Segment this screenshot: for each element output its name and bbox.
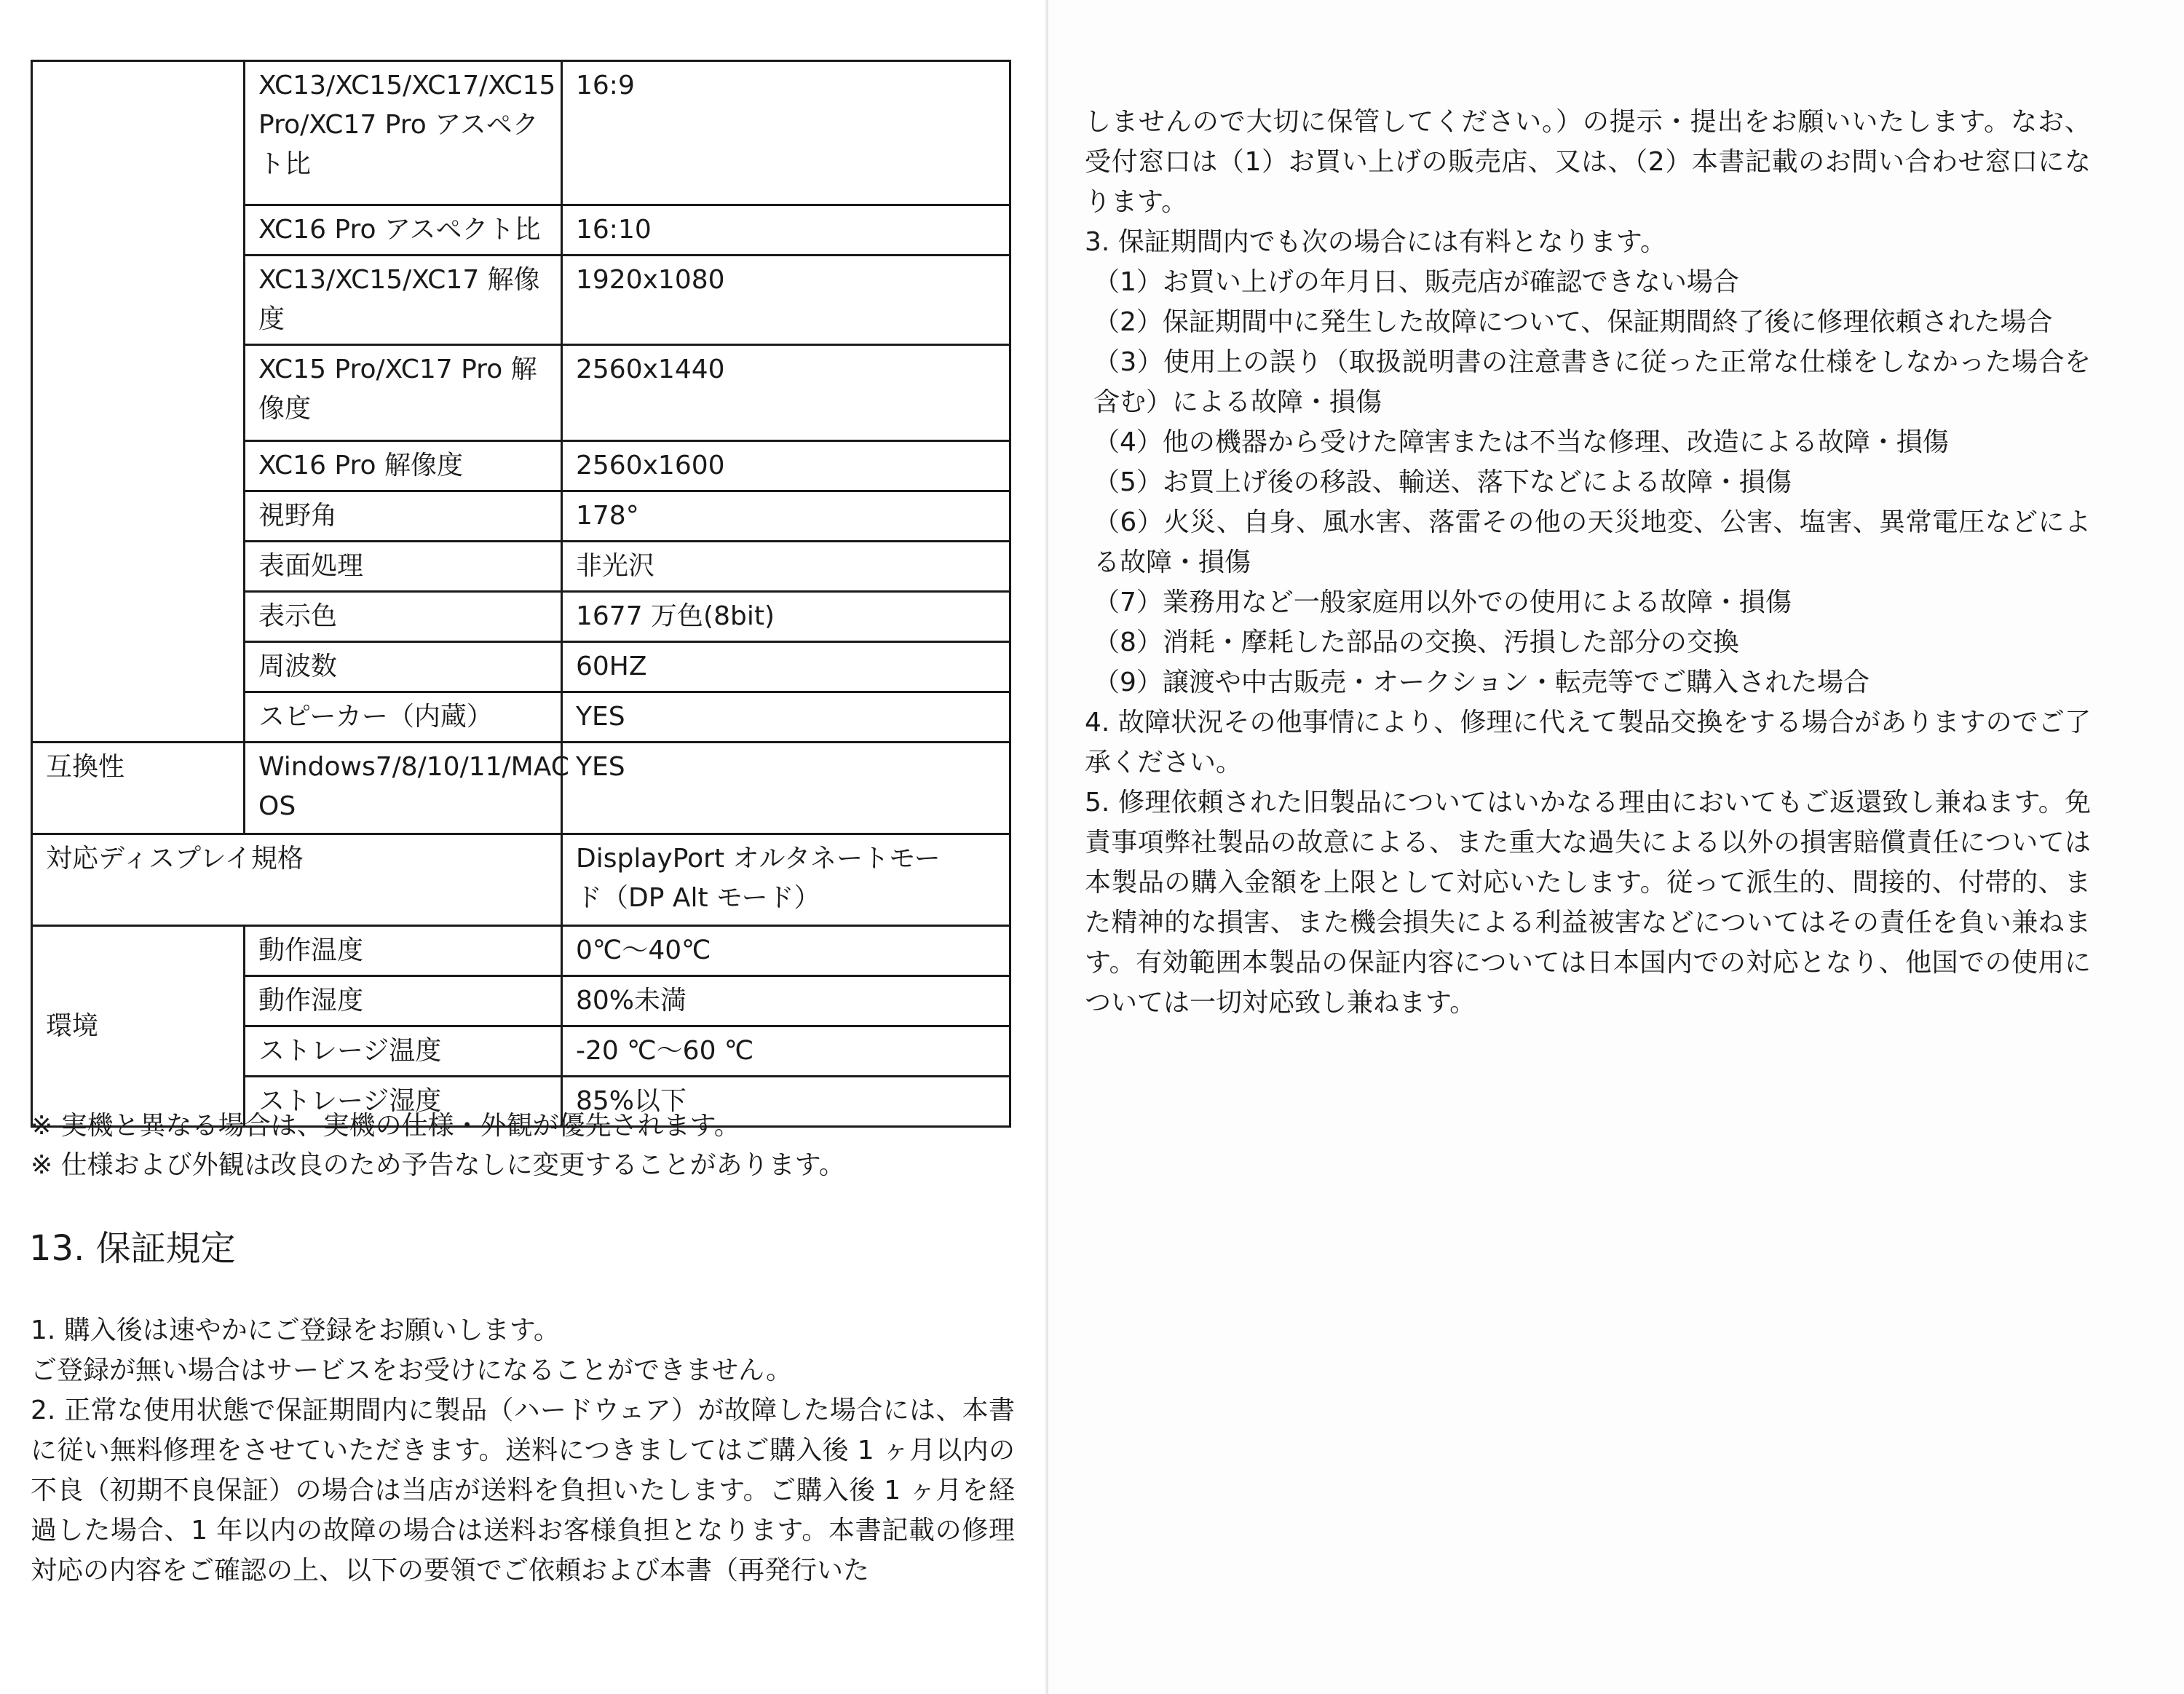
spec-label: スピーカー（内蔵） bbox=[245, 692, 562, 743]
table-row bbox=[32, 743, 1010, 834]
spec-label: 表面処理 bbox=[245, 542, 562, 592]
spec-value: YES bbox=[562, 692, 1010, 743]
spec-value: 1677 万色(8bit) bbox=[562, 592, 1010, 642]
list-item: （8）消耗・摩耗した部品の交換、汚損した部分の交換 bbox=[1093, 628, 1739, 657]
spec-value: 85%以下 bbox=[562, 1077, 1010, 1127]
note-line: ※ 仕様および外観は改良のため予告なしに変更することがあります。 bbox=[31, 1150, 845, 1180]
list-item: （2）保証期間中に発生した故障について、保証期間終了後に修理依頼された場合 bbox=[1093, 307, 2053, 337]
spec-value: 16:9 bbox=[562, 61, 1010, 205]
spec-value: 0℃～40℃ bbox=[562, 926, 1010, 976]
list-item: （9）譲渡や中古販売・オークション・転売等でご購入された場合 bbox=[1093, 668, 1870, 697]
list-item: （7）業務用など一般家庭用以外での使用による故障・損傷 bbox=[1093, 587, 1792, 617]
table-row bbox=[32, 926, 1010, 976]
spec-label: 視野角 bbox=[245, 491, 562, 542]
spec-category: 対応ディスプレイ規格 bbox=[32, 834, 562, 926]
spec-label: Windows7/8/10/11/MAC OS bbox=[245, 743, 562, 834]
list-item: （4）他の機器から受けた障害または不当な修理、改造による故障・損傷 bbox=[1093, 427, 1949, 457]
spec-label: 動作温度 bbox=[245, 926, 562, 976]
spec-category: 環境 bbox=[32, 926, 245, 1127]
left-page bbox=[0, 0, 1048, 1694]
note-line: ※ 実機と異なる場合は、実機の仕様・外観が優先されます。 bbox=[31, 1111, 740, 1141]
paragraph: 1. 購入後は速やかにご登録をお願いします。 bbox=[31, 1315, 560, 1345]
spec-value: 80%未満 bbox=[562, 976, 1010, 1026]
list-item: （5）お買上げ後の移設、輸送、落下などによる故障・損傷 bbox=[1093, 467, 1792, 497]
paragraph: 4. 故障状況その他事情により、修理に代えて製品交換をする場合がありますのでご了承ください。 bbox=[1085, 708, 2091, 777]
spec-notes bbox=[31, 1107, 1021, 1185]
spec-value: 2560x1600 bbox=[562, 441, 1010, 491]
spec-label: 表示色 bbox=[245, 592, 562, 642]
paragraph: しませんので大切に保管してください。）の提示・提出をお願いいたします。なお、受付窓口は（1）お買い上げの販売店、又は、（2）本書記載のお問い合わせ窓口になります。 bbox=[1085, 107, 2091, 217]
warranty-text-left bbox=[31, 1310, 1015, 1591]
spec-label: XC13/XC15/XC17/XC15 Pro/XC17 Pro アスペクト比 bbox=[245, 61, 562, 205]
list-item: （3）使用上の誤り（取扱説明書の注意書きに従った正常な仕様をしなかった場合を含む）による故障・損傷 bbox=[1093, 347, 2091, 417]
spec-label: XC13/XC15/XC17 解像度 bbox=[245, 256, 562, 345]
spec-label: ストレージ温度 bbox=[245, 1026, 562, 1077]
paragraph: 3. 保証期間内でも次の場合には有料となります。 bbox=[1085, 227, 1666, 257]
spec-table bbox=[31, 60, 1011, 1128]
paragraph: 5. 修理依頼された旧製品についてはいかなる理由においてもご返還致し兼ねます。免責事項弊社製品の故意による、また重大な過失による以外の損害賠償責任については本製品の購入金額を上限として対応いたします。従って派生的、間接的、付帯的、また精神的な損害、また機会損失による利益被害などについてはその責任を負い兼ねます。有効範囲本製品の保証内容については日本国内での対応となり、他国での使用については一切対応致し兼ねます。 bbox=[1085, 788, 2091, 1018]
spec-label: XC16 Pro 解像度 bbox=[245, 441, 562, 491]
list-item: （1）お買い上げの年月日、販売店が確認できない場合 bbox=[1093, 267, 1739, 297]
spec-value: 非光沢 bbox=[562, 542, 1010, 592]
section-title: 13. 保証規定 bbox=[29, 1228, 236, 1269]
spec-value: 178° bbox=[562, 491, 1010, 542]
spec-value: 1920x1080 bbox=[562, 256, 1010, 345]
spec-value: -20 ℃～60 ℃ bbox=[562, 1026, 1010, 1077]
paragraph: ご登録が無い場合はサービスをお受けになることができません。 bbox=[31, 1355, 793, 1385]
spec-value: 2560x1440 bbox=[562, 345, 1010, 441]
spec-label: XC16 Pro アスペクト比 bbox=[245, 205, 562, 256]
spec-label: ストレージ湿度 bbox=[245, 1077, 562, 1127]
paragraph: 2. 正常な使用状態で保証期間内に製品（ハードウェア）が故障した場合には、本書に従い無料修理をさせていただきます。送料につきましてはご購入後 1 ヶ月以内の不良（初期不良保証）の場合は当店が送料を負担いたします。ご購入後 1 ヶ月を経過した場合、1 年以内の故障の場合は送料お客様負担となります。本書記載の修理対応の内容をご確認の上、以下の要領でご依頼および本書（再発行いた bbox=[31, 1396, 1015, 1586]
table-row bbox=[32, 834, 1010, 926]
spec-value: YES bbox=[562, 743, 1010, 834]
spec-value: 16:10 bbox=[562, 205, 1010, 256]
spec-category: 互換性 bbox=[32, 743, 245, 834]
table-row bbox=[32, 61, 1010, 205]
spec-value: 60HZ bbox=[562, 642, 1010, 692]
spec-value: DisplayPort オルタネートモード（DP Alt モード） bbox=[562, 834, 1010, 926]
spec-label: 周波数 bbox=[245, 642, 562, 692]
warranty-text-right bbox=[1085, 102, 2091, 1023]
list-item: （6）火災、自身、風水害、落雷その他の天災地変、公害、塩害、異常電圧などによる故障・損傷 bbox=[1093, 507, 2091, 577]
spec-label: XC15 Pro/XC17 Pro 解像度 bbox=[245, 345, 562, 441]
spec-category-display bbox=[32, 61, 245, 743]
spec-label: 動作湿度 bbox=[245, 976, 562, 1026]
